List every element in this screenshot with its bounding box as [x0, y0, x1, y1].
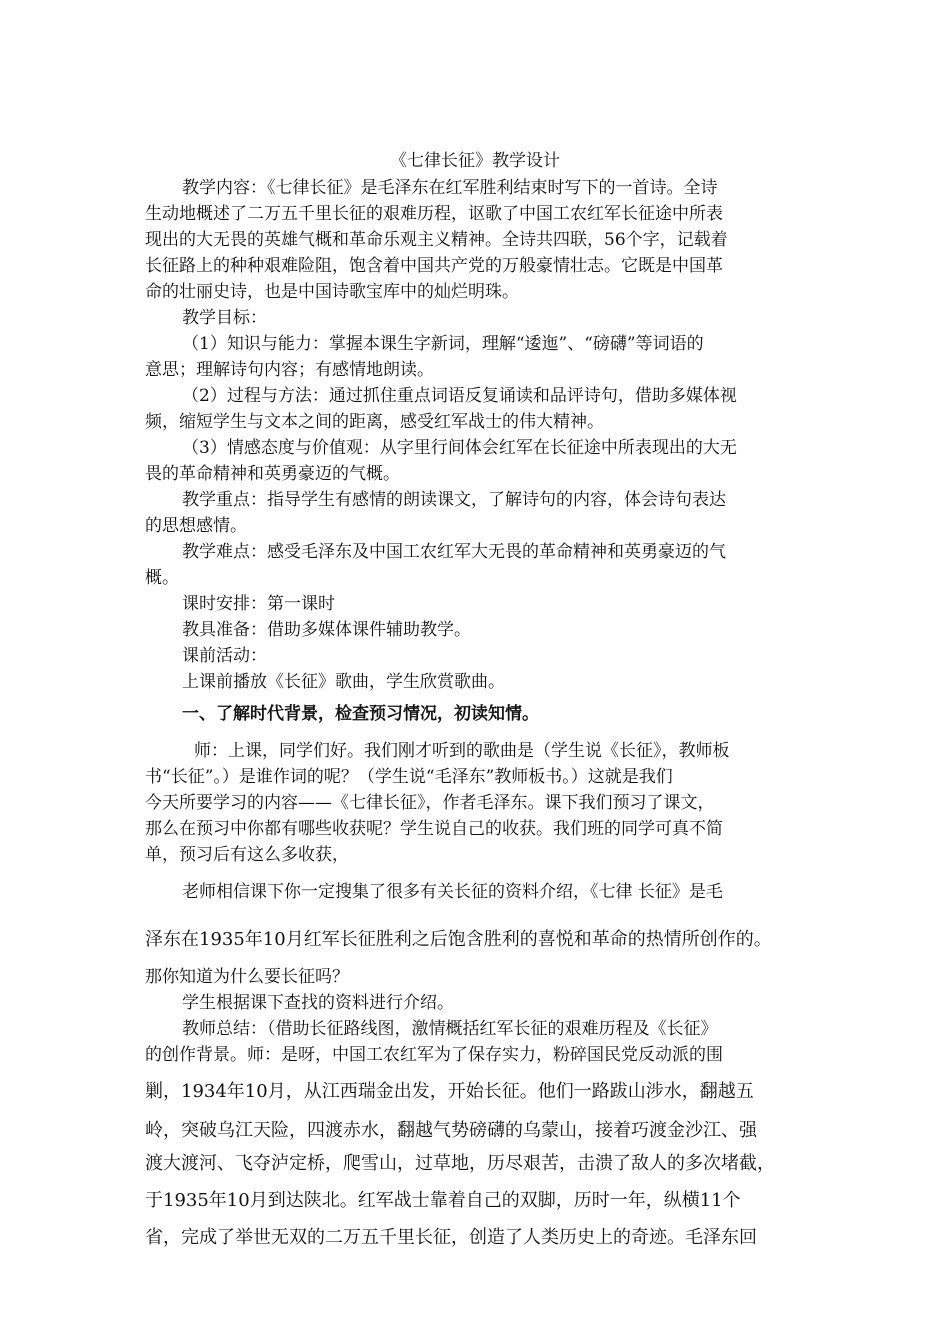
- paragraph-line: 频，缩短学生与文本之间的距离，感受红军战士的伟大精神。: [145, 412, 604, 432]
- paragraph-line: 教学难点：感受毛泽东及中国工农红军大无畏的革命精神和英勇豪迈的气: [182, 542, 726, 562]
- paragraph-line: （1）知识与能力：掌握本课生字新词，理解“逶迤”、“磅礴”等词语的: [182, 334, 704, 354]
- paragraph-line: 书“长征”。）是谁作词的呢？（学生说“毛泽东”教师板书。）这就是我们: [145, 767, 673, 787]
- paragraph-line: （2）过程与方法：通过抓住重点词语反复诵读和品评诗句，借助多媒体视: [182, 386, 737, 406]
- document-title: 《七律长征》教学设计: [390, 151, 560, 171]
- paragraph-line: 意思；理解诗句内容；有感情地朗读。: [145, 360, 434, 380]
- paragraph-line: 那你知道为什么要长征吗？: [145, 967, 349, 987]
- paragraph-line: 的思想感情。: [145, 516, 247, 536]
- paragraph-line: 剿，1934年10月，从江西瑞金出发，开始长征。他们一路跋山涉水，翻越五: [145, 1081, 754, 1102]
- paragraph-line: 师：上课，同学们好。我们刚才听到的歌曲是（学生说《长征》，教师板: [194, 741, 730, 761]
- paragraph-line: 教学重点：指导学生有感情的朗读课文，了解诗句的内容，体会诗句表达: [182, 490, 726, 510]
- paragraph-line: 课时安排：第一课时: [182, 594, 335, 614]
- section-heading: 一、了解时代背景，检查预习情况，初读知情。: [182, 704, 539, 724]
- paragraph-line: 学生根据课下查找的资料进行介绍。: [182, 993, 454, 1013]
- paragraph-line: 课前活动：: [182, 646, 267, 666]
- paragraph-line: 渡大渡河、飞夺泸定桥，爬雪山，过草地，历尽艰苦，击溃了敌人的多次堵截，: [145, 1153, 775, 1174]
- section-heading: 教学目标：: [182, 308, 267, 328]
- paragraph-line: 现出的大无畏的英雄气概和革命乐观主义精神。全诗共四联，56个字，记载着: [145, 230, 728, 250]
- paragraph-line: 那么在预习中你都有哪些收获呢？学生说自己的收获。我们班的同学可真不简: [145, 819, 723, 839]
- paragraph-line: 概。: [145, 568, 179, 588]
- paragraph-line: 泽东在1935年10月红军长征胜利之后饱含胜利的喜悦和革命的热情所创作的。: [145, 929, 772, 950]
- paragraph-line: 于1935年10月到达陕北。红军战士靠着自己的双脚，历时一年，纵横11个: [145, 1190, 741, 1211]
- paragraph-line: 的创作背景。师：是呀，中国工农红军为了保存实力，粉碎国民党反动派的围: [145, 1045, 723, 1065]
- paragraph-line: 教师总结：（借助长征路线图，激情概括红军长征的艰难历程及《长征》: [182, 1019, 718, 1039]
- paragraph-line: 单，预习后有这么多收获，: [145, 845, 349, 865]
- paragraph-line: 教具准备：借助多媒体课件辅助教学。: [182, 620, 471, 640]
- paragraph-line: 教学内容：《七律长征》是毛泽东在红军胜利结束时写下的一首诗。全诗: [182, 178, 718, 198]
- paragraph-line: 长征路上的种种艰难险阻，饱含着中国共产党的万般豪情壮志。它既是中国革: [145, 256, 723, 276]
- paragraph-line: 岭，突破乌江天险，四渡赤水，翻越气势磅礴的乌蒙山，接着巧渡金沙江、强: [145, 1120, 757, 1141]
- paragraph-line: 命的壮丽史诗，也是中国诗歌宝库中的灿烂明珠。: [145, 282, 519, 302]
- paragraph-line: 今天所要学习的内容——《七律长征》，作者毛泽东。课下我们预习了课文，: [145, 793, 715, 813]
- paragraph-line: 上课前播放《长征》歌曲，学生欣赏歌曲。: [182, 672, 505, 692]
- paragraph-line: 生动地概述了二万五千里长征的艰难历程，讴歌了中国工农红军长征途中所表: [145, 204, 723, 224]
- paragraph-line: 畏的革命精神和英勇豪迈的气概。: [145, 464, 400, 484]
- paragraph-line: 老师相信课下你一定搜集了很多有关长征的资料介绍，《七律 长征》是毛: [182, 882, 723, 902]
- paragraph-line: 省，完成了举世无双的二万五千里长征，创造了人类历史上的奇迹。毛泽东回: [145, 1227, 757, 1248]
- paragraph-line: （3）情感态度与价值观：从字里行间体会红军在长征途中所表现出的大无: [182, 438, 737, 458]
